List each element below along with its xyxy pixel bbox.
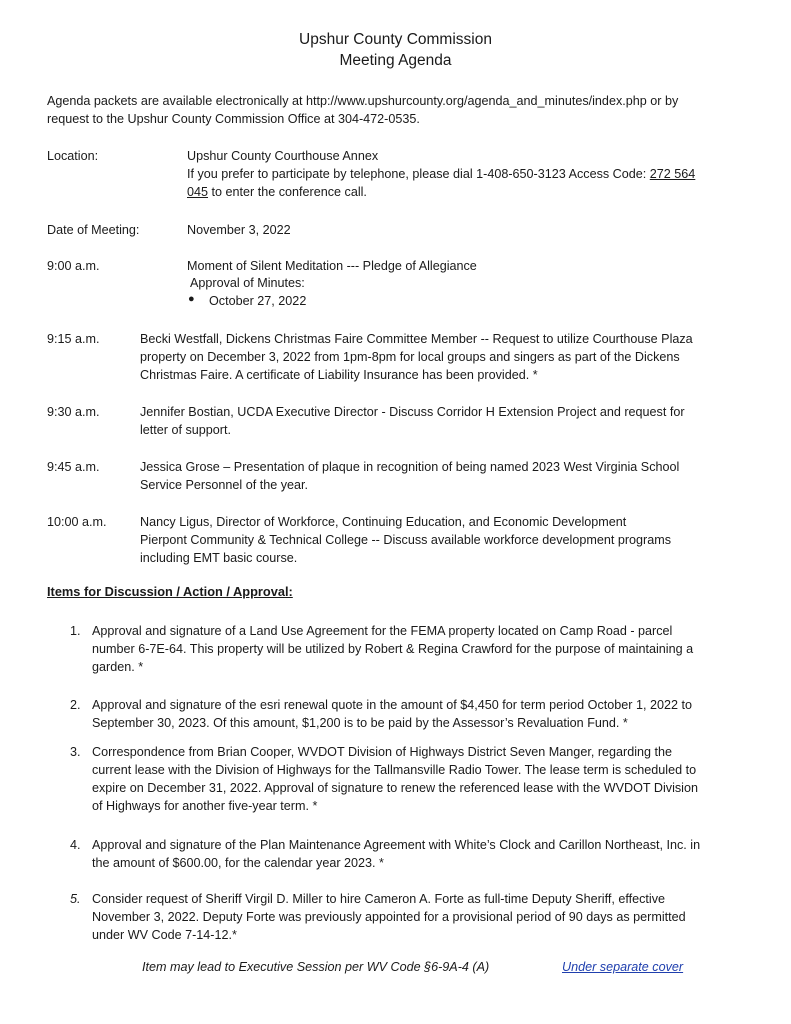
access-code-part-2: 045 xyxy=(187,185,209,199)
item-text: Correspondence from Brian Cooper, WVDOT Division of Highways District Seven Manger, regarding the xyxy=(92,745,673,759)
item-number: 1. xyxy=(70,624,81,638)
agenda-time: 9:45 a.m. xyxy=(47,460,100,474)
location-phone-line-2 xyxy=(187,183,367,201)
separate-cover-link[interactable]: Under separate cover xyxy=(562,960,684,974)
phone-instructions-end: to enter the conference call. xyxy=(208,185,367,199)
item-text: September 30, 2023. Of this amount, $1,200 is to be paid by the Assessor’s Revaluation Fund. * xyxy=(92,716,628,730)
agenda-text: Moment of Silent Meditation --- Pledge of Allegiance xyxy=(187,259,477,273)
location-phone-line-1 xyxy=(187,165,695,183)
intro-line-2: request to the Upshur County Commission Office at 304-472-0535. xyxy=(47,112,420,126)
location-label: Location: xyxy=(47,149,99,163)
item-text: November 3, 2022. Deputy Forte was previously appointed for a provisional period of 90 days as permitted xyxy=(92,910,686,924)
agenda-text: Pierpont Community & Technical College -- Discuss available workforce development programs xyxy=(140,533,672,547)
bullet-icon: ● xyxy=(188,293,195,305)
minutes-date: October 27, 2022 xyxy=(209,294,307,308)
agenda-time: 10:00 a.m. xyxy=(47,515,107,529)
item-text: expire on December 31, 2022. Approval of signature to renew the referenced lease with the WVDOT Division xyxy=(92,781,698,795)
item-text: current lease with the Division of Highways for the Tallmansville Radio Tower. The lease term is scheduled to xyxy=(92,763,697,777)
agenda-text: letter of support. xyxy=(140,423,232,437)
item-number: 4. xyxy=(70,838,81,852)
agenda-text: including EMT basic course. xyxy=(140,551,298,565)
date-value: November 3, 2022 xyxy=(187,223,291,237)
item-text: Consider request of Sheriff Virgil D. Miller to hire Cameron A. Forte as full-time Deputy Sheriff, effective xyxy=(92,892,666,906)
agenda-text: Jennifer Bostian, UCDA Executive Director - Discuss Corridor H Extension Project and request for xyxy=(140,405,685,419)
item-number: 2. xyxy=(70,698,81,712)
agenda-text: Nancy Ligus, Director of Workforce, Continuing Education, and Economic Development xyxy=(140,515,627,529)
item-text: Approval and signature of the esri renewal quote in the amount of $4,450 for term period October 1, 2022 to xyxy=(92,698,692,712)
item-text: Approval and signature of a Land Use Agreement for the FEMA property located on Camp Road - parcel xyxy=(92,624,673,638)
item-text: under WV Code 7-14-12.* xyxy=(92,928,237,942)
agenda-time: 9:15 a.m. xyxy=(47,332,100,346)
item-text: Approval and signature of the Plan Maintenance Agreement with White’s Clock and Carillon Northeast, Inc. in xyxy=(92,838,701,852)
intro-line-1: Agenda packets are available electronically at http://www.upshurcounty.org/agenda_and_minutes/index.php or by xyxy=(47,94,679,108)
agenda-text: Christmas Faire. A certificate of Liability Insurance has been provided. * xyxy=(140,368,538,382)
access-code-part-1: 272 564 xyxy=(649,167,696,181)
item-number: 5. xyxy=(70,892,81,906)
location-place: Upshur County Courthouse Annex xyxy=(187,149,379,163)
agenda-text: Becki Westfall, Dickens Christmas Faire Committee Member -- Request to utilize Courthouse Plaza xyxy=(140,332,693,346)
agenda-text: Approval of Minutes: xyxy=(190,276,305,290)
phone-instructions: If you prefer to participate by telephone, please dial 1-408-650-3123 Access Code: xyxy=(187,167,650,181)
item-text: the amount of $600.00, for the calendar year 2023. * xyxy=(92,856,384,870)
item-text: number 6-7E-64. This property will be utilized by Robert & Regina Crawford for the purpose of maintaining a xyxy=(92,642,694,656)
agenda-time: 9:30 a.m. xyxy=(47,405,100,419)
item-text: garden. * xyxy=(92,660,144,674)
agenda-text: Jessica Grose – Presentation of plaque in recognition of being named 2023 West Virginia School xyxy=(140,460,680,474)
document-title: Upshur County Commission xyxy=(299,31,492,48)
item-text: of Highways for another five-year term. * xyxy=(92,799,318,813)
date-label: Date of Meeting: xyxy=(47,223,140,237)
document-subtitle: Meeting Agenda xyxy=(339,52,452,69)
item-number: 3. xyxy=(70,745,81,759)
agenda-text: property on December 3, 2022 from 1pm-8pm for local groups and singers as part of the Dickens xyxy=(140,350,680,364)
executive-session-note: Item may lead to Executive Session per WV Code §6-9A-4 (A) xyxy=(142,960,490,974)
agenda-text: Service Personnel of the year. xyxy=(140,478,309,492)
discussion-heading: Items for Discussion / Action / Approval: xyxy=(47,584,293,599)
agenda-time: 9:00 a.m. xyxy=(47,259,100,273)
